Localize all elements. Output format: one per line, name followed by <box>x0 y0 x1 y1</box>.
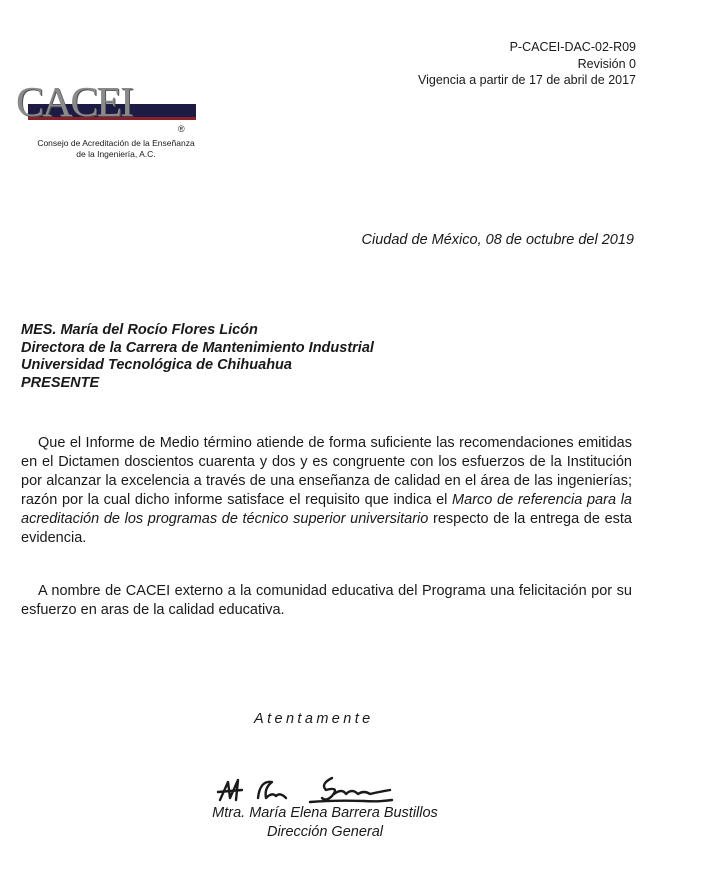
document-code: P-CACEI-DAC-02-R09 <box>509 40 636 54</box>
logo-subtitle <box>16 138 216 160</box>
closing-salutation: Atentamente <box>254 711 374 727</box>
paragraph1-text-end: respecto de la entrega de esta evidencia. <box>21 511 632 546</box>
body-paragraph-1 <box>21 434 632 548</box>
logo-wordmark: CACEI <box>16 80 132 126</box>
signer-block <box>200 804 450 841</box>
document-revision: Revisión 0 <box>577 56 636 71</box>
addressee-title: Directora de la Carrera de Mantenimiento Industrial <box>21 339 374 356</box>
dateline: Ciudad de México, 08 de octubre del 2019 <box>361 232 634 248</box>
signer-name: Mtra. María Elena Barrera Bustillos <box>212 805 438 821</box>
paragraph1-italic-reference: Marco de referencia para la acreditación de los programas de técnico superior universitario <box>21 492 632 527</box>
body-paragraph-2 <box>21 582 632 620</box>
document-validity: Vigencia a partir de 17 de abril de 2017 <box>418 73 636 87</box>
paragraph1-text-start: Que el Informe de Medio término atiende de forma suficiente las recomendaciones emitidas en el Dictamen doscientos cuarenta y dos y es congruente con los esfuerzos de la Institución por alcanzar la excelencia a través de una enseñanza de calidad en el área de las ingenierías; razón por la cual dicho informe satisface el requisito que indica el <box>21 435 632 508</box>
addressee-institution: Universidad Tecnológica de Chihuahua <box>21 357 292 373</box>
logo-subtitle-line1: Consejo de Acreditación de la Enseñanza <box>37 138 195 148</box>
addressee-block <box>21 322 374 392</box>
signer-role: Dirección General <box>266 823 384 840</box>
addressee-presente: PRESENTE <box>21 374 100 391</box>
logo-subtitle-line2: de la Ingeniería, A.C. <box>76 149 156 159</box>
document-reference <box>418 39 636 89</box>
addressee-name: MES. María del Rocío Flores Licón <box>21 322 258 338</box>
registered-mark: ® <box>178 124 185 134</box>
cacei-logo <box>16 80 216 170</box>
paragraph2-text: A nombre de CACEI externo a la comunidad educativa del Programa una felicitación por su esfuerzo en aras de la calidad educativa. <box>21 583 632 618</box>
